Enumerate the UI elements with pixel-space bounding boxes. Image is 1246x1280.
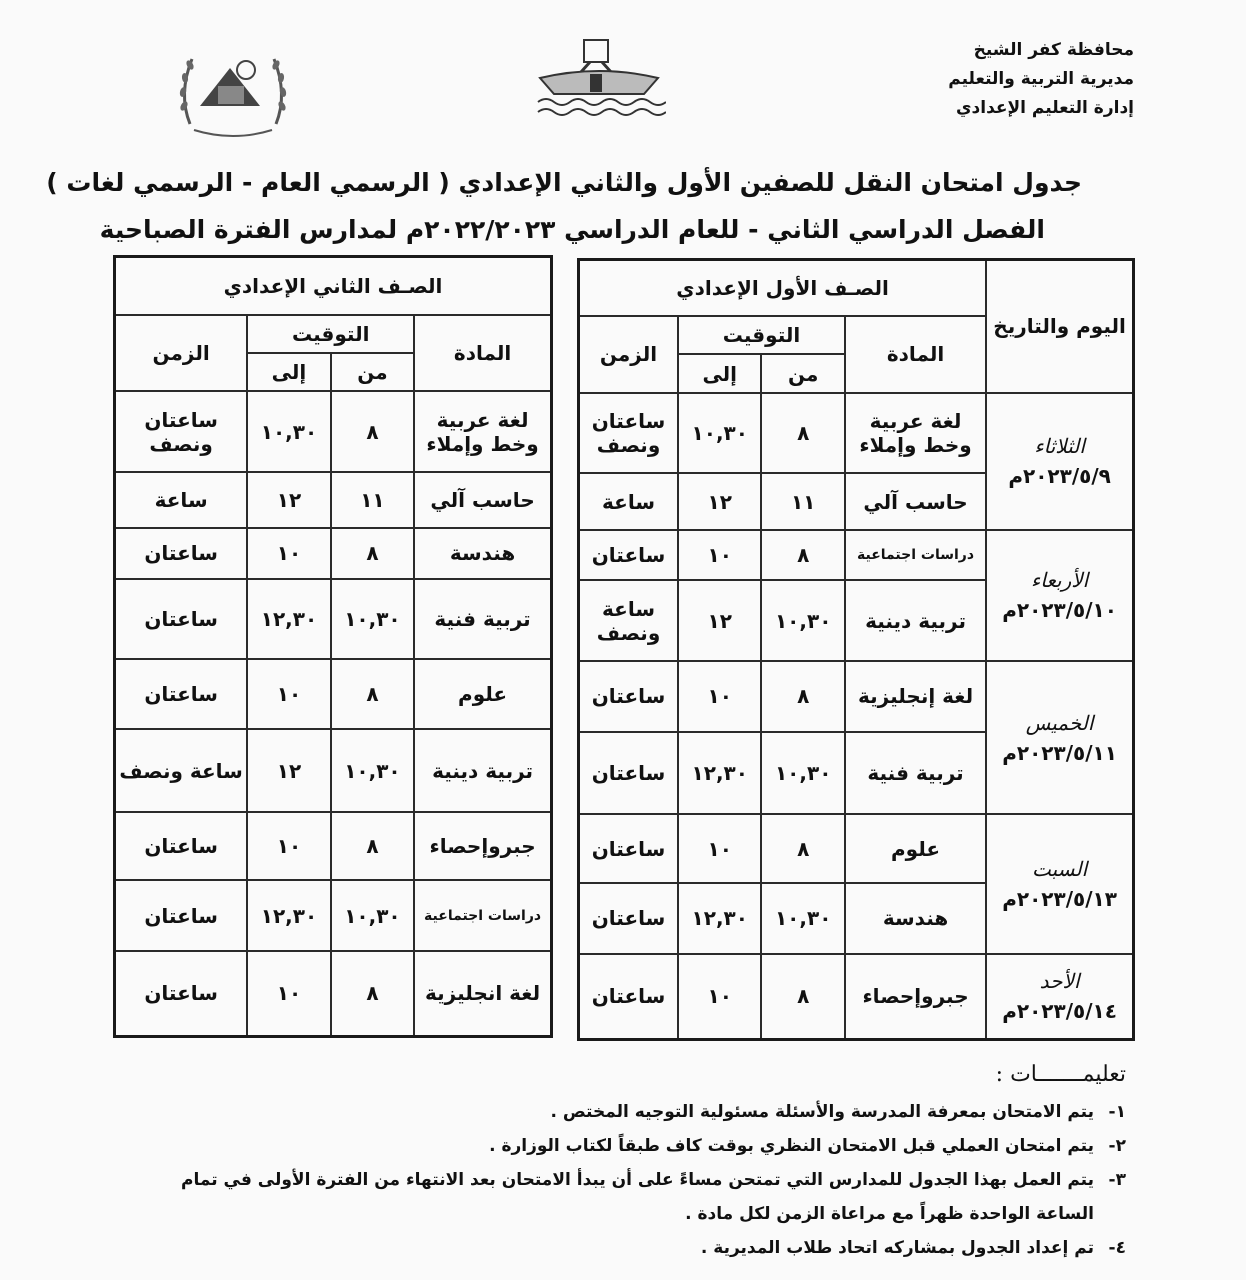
subject-cell: حاسب آلي bbox=[845, 473, 986, 530]
day-date: ٢٠٢٣/٥/١١م bbox=[1002, 740, 1117, 765]
from-cell: ٨ bbox=[761, 393, 844, 474]
to-cell: ١٠ bbox=[247, 528, 330, 578]
table-row bbox=[115, 951, 552, 1037]
subject-cell: هندسة bbox=[414, 528, 551, 578]
instruction-number: ٣- bbox=[1108, 1170, 1126, 1190]
to-cell: ١٢ bbox=[678, 580, 761, 661]
to-cell: ١٢ bbox=[247, 472, 330, 528]
day-name: الأربعاء bbox=[1030, 568, 1089, 593]
subject-cell: دراسات اجتماعية bbox=[414, 880, 551, 950]
from-cell: ١١ bbox=[331, 472, 414, 528]
duration-cell: ساعتان bbox=[115, 659, 248, 729]
from-cell: ١٠,٣٠ bbox=[761, 580, 844, 661]
from-cell: ١٠,٣٠ bbox=[331, 579, 414, 660]
from-cell: ٨ bbox=[761, 530, 844, 580]
subject-cell: علوم bbox=[845, 814, 986, 883]
instruction-number: ١- bbox=[1108, 1102, 1126, 1122]
timing-header: التوقيت bbox=[678, 316, 845, 354]
instruction-continuation: الساعة الواحدة ظهراً مع مراعاة الزمن لكل مادة . bbox=[685, 1204, 1094, 1224]
subject-header: المادة bbox=[414, 315, 551, 391]
table-row bbox=[115, 472, 552, 528]
day-cell bbox=[986, 954, 1133, 1040]
duration-cell: ساعتان bbox=[115, 951, 248, 1037]
kafr-elsheikh-emblem bbox=[532, 36, 666, 126]
subject-cell: تربية فنية bbox=[414, 579, 551, 660]
to-cell: ١٠ bbox=[247, 659, 330, 729]
to-cell: ١٠ bbox=[678, 530, 761, 580]
subject-cell: تربية فنية bbox=[845, 732, 986, 815]
from-cell: ١٠,٣٠ bbox=[331, 729, 414, 812]
day-date: ٢٠٢٣/٥/١٠م bbox=[1002, 598, 1117, 623]
duration-cell: ساعتان bbox=[579, 954, 679, 1040]
table-row bbox=[579, 530, 1134, 580]
to-header: إلى bbox=[678, 354, 761, 392]
duration-cell: ساعتان bbox=[579, 883, 679, 954]
to-cell: ١٠ bbox=[678, 954, 761, 1040]
table-row bbox=[579, 661, 1134, 732]
subject-cell: حاسب آلي bbox=[414, 472, 551, 528]
first-grade-heading: الصـف الأول الإعدادي bbox=[579, 260, 987, 317]
from-cell: ١٠,٣٠ bbox=[761, 883, 844, 954]
from-cell: ٨ bbox=[331, 528, 414, 578]
from-cell: ١٠,٣٠ bbox=[331, 880, 414, 950]
subject-cell: جبروإحصاء bbox=[414, 812, 551, 880]
instructions-section bbox=[116, 1062, 1126, 1265]
administration-name: إدارة التعليم الإعدادي bbox=[955, 98, 1134, 118]
day-date: ٢٠٢٣/٥/١٣م bbox=[1002, 887, 1117, 912]
duration-header: الزمن bbox=[579, 316, 679, 393]
table-row bbox=[579, 954, 1134, 1040]
instruction-number: ٤- bbox=[1108, 1238, 1126, 1258]
day-name: الخميس bbox=[1025, 710, 1094, 735]
table-row bbox=[115, 880, 552, 950]
subject-cell: لغة عربية وخط وإملاء bbox=[845, 393, 986, 474]
first-grade-table bbox=[577, 258, 1135, 1041]
to-cell: ١٢,٣٠ bbox=[678, 883, 761, 954]
schedule-subtitle: الفصل الدراسي الثاني - للعام الدراسي ٢٠٢٢/٢٠٢٣م لمدارس الفترة الصباحية bbox=[99, 215, 1045, 244]
subject-cell: جبروإحصاء bbox=[845, 954, 986, 1040]
to-cell: ١٢ bbox=[678, 473, 761, 530]
duration-cell: ساعتان ونصف bbox=[115, 391, 248, 472]
day-cell bbox=[986, 814, 1133, 953]
table-row bbox=[115, 659, 552, 729]
from-cell: ٨ bbox=[331, 659, 414, 729]
day-cell bbox=[986, 530, 1133, 661]
to-cell: ١٠,٣٠ bbox=[678, 393, 761, 474]
day-cell bbox=[986, 661, 1133, 814]
instruction-text: يتم الامتحان بمعرفة المدرسة والأسئلة مسئولية التوجيه المختص . bbox=[550, 1102, 1094, 1122]
to-cell: ١٠ bbox=[678, 814, 761, 883]
table-row bbox=[115, 729, 552, 812]
to-cell: ١٠ bbox=[678, 661, 761, 732]
schedule-title: جدول امتحان النقل للصفين الأول والثاني الإعدادي ( الرسمي العام - الرسمي لغات ) bbox=[46, 168, 1082, 197]
day-date: ٢٠٢٣/٥/١٤م bbox=[1002, 999, 1117, 1024]
duration-cell: ساعتان bbox=[579, 530, 679, 580]
instructions-list bbox=[116, 1095, 1126, 1265]
duration-cell: ساعتان ونصف bbox=[579, 393, 679, 474]
subject-cell: دراسات اجتماعية bbox=[845, 530, 986, 580]
duration-cell: ساعتان bbox=[579, 814, 679, 883]
to-cell: ١٢,٣٠ bbox=[678, 732, 761, 815]
to-cell: ١٠,٣٠ bbox=[247, 391, 330, 472]
directorate-emblem bbox=[170, 34, 296, 146]
duration-cell: ساعتان bbox=[579, 661, 679, 732]
to-cell: ١٠ bbox=[247, 951, 330, 1037]
instruction-item bbox=[116, 1231, 1126, 1265]
instructions-title: تعليمـــــــات : bbox=[995, 1062, 1126, 1087]
day-name: الثلاثاء bbox=[1034, 434, 1085, 459]
instruction-text: تم إعداد الجدول بمشاركه اتحاد طلاب المديرية . bbox=[700, 1238, 1094, 1258]
governorate-name: محافظة كفر الشيخ bbox=[973, 40, 1134, 60]
timing-header: التوقيت bbox=[247, 315, 414, 353]
subject-cell: لغة عربية وخط وإملاء bbox=[414, 391, 551, 472]
subject-cell: علوم bbox=[414, 659, 551, 729]
day-date-header: اليوم والتاريخ bbox=[986, 260, 1133, 393]
second-grade-table bbox=[113, 255, 553, 1038]
from-cell: ٨ bbox=[331, 951, 414, 1037]
to-cell: ١٢,٣٠ bbox=[247, 880, 330, 950]
subject-cell: تربية دينية bbox=[414, 729, 551, 812]
subject-cell: لغة انجليزية bbox=[414, 951, 551, 1037]
from-cell: ٨ bbox=[761, 814, 844, 883]
duration-cell: ساعتان bbox=[115, 880, 248, 950]
subject-cell: تربية دينية bbox=[845, 580, 986, 661]
instruction-text: يتم العمل بهذا الجدول للمدارس التي تمتحن مساءً على أن يبدأ الامتحان بعد الانتهاء من الفترة الأولى في تمام bbox=[180, 1170, 1094, 1190]
governorate-header bbox=[948, 36, 1134, 123]
table-row bbox=[579, 393, 1134, 474]
instruction-number: ٢- bbox=[1108, 1136, 1126, 1156]
from-cell: ١١ bbox=[761, 473, 844, 530]
subject-cell: هندسة bbox=[845, 883, 986, 954]
day-cell bbox=[986, 393, 1133, 530]
day-name: السبت bbox=[1032, 857, 1088, 882]
subject-header: المادة bbox=[845, 316, 986, 393]
duration-cell: ساعتان bbox=[115, 528, 248, 578]
to-header: إلى bbox=[247, 353, 330, 391]
duration-cell: ساعتان bbox=[115, 812, 248, 880]
table-row bbox=[115, 579, 552, 660]
from-header: من bbox=[331, 353, 414, 391]
duration-header: الزمن bbox=[115, 315, 248, 391]
duration-cell: ساعة ونصف bbox=[115, 729, 248, 812]
duration-cell: ساعتان bbox=[115, 579, 248, 660]
directorate-name: مديرية التربية والتعليم bbox=[948, 69, 1134, 89]
to-cell: ١٢ bbox=[247, 729, 330, 812]
to-cell: ١٢,٣٠ bbox=[247, 579, 330, 660]
from-header: من bbox=[761, 354, 844, 392]
instruction-text: يتم امتحان العملي قبل الامتحان النظري بوقت كاف طبقاً لكتاب الوزارة . bbox=[489, 1136, 1094, 1156]
from-cell: ٨ bbox=[761, 661, 844, 732]
duration-cell: ساعتان bbox=[579, 732, 679, 815]
duration-cell: ساعة bbox=[115, 472, 248, 528]
duration-cell: ساعة ونصف bbox=[579, 580, 679, 661]
from-cell: ١٠,٣٠ bbox=[761, 732, 844, 815]
table-row bbox=[115, 391, 552, 472]
table-row bbox=[115, 812, 552, 880]
instruction-item bbox=[116, 1095, 1126, 1129]
day-name: الأحد bbox=[1039, 969, 1080, 994]
instruction-item bbox=[116, 1129, 1126, 1163]
from-cell: ٨ bbox=[761, 954, 844, 1040]
from-cell: ٨ bbox=[331, 391, 414, 472]
instruction-item bbox=[116, 1163, 1126, 1231]
duration-cell: ساعة bbox=[579, 473, 679, 530]
from-cell: ٨ bbox=[331, 812, 414, 880]
table-row bbox=[115, 528, 552, 578]
second-grade-heading: الصـف الثاني الإعدادي bbox=[115, 257, 552, 315]
to-cell: ١٠ bbox=[247, 812, 330, 880]
table-row bbox=[579, 814, 1134, 883]
subject-cell: لغة إنجليزية bbox=[845, 661, 986, 732]
day-date: ٢٠٢٣/٥/٩م bbox=[1008, 464, 1111, 489]
